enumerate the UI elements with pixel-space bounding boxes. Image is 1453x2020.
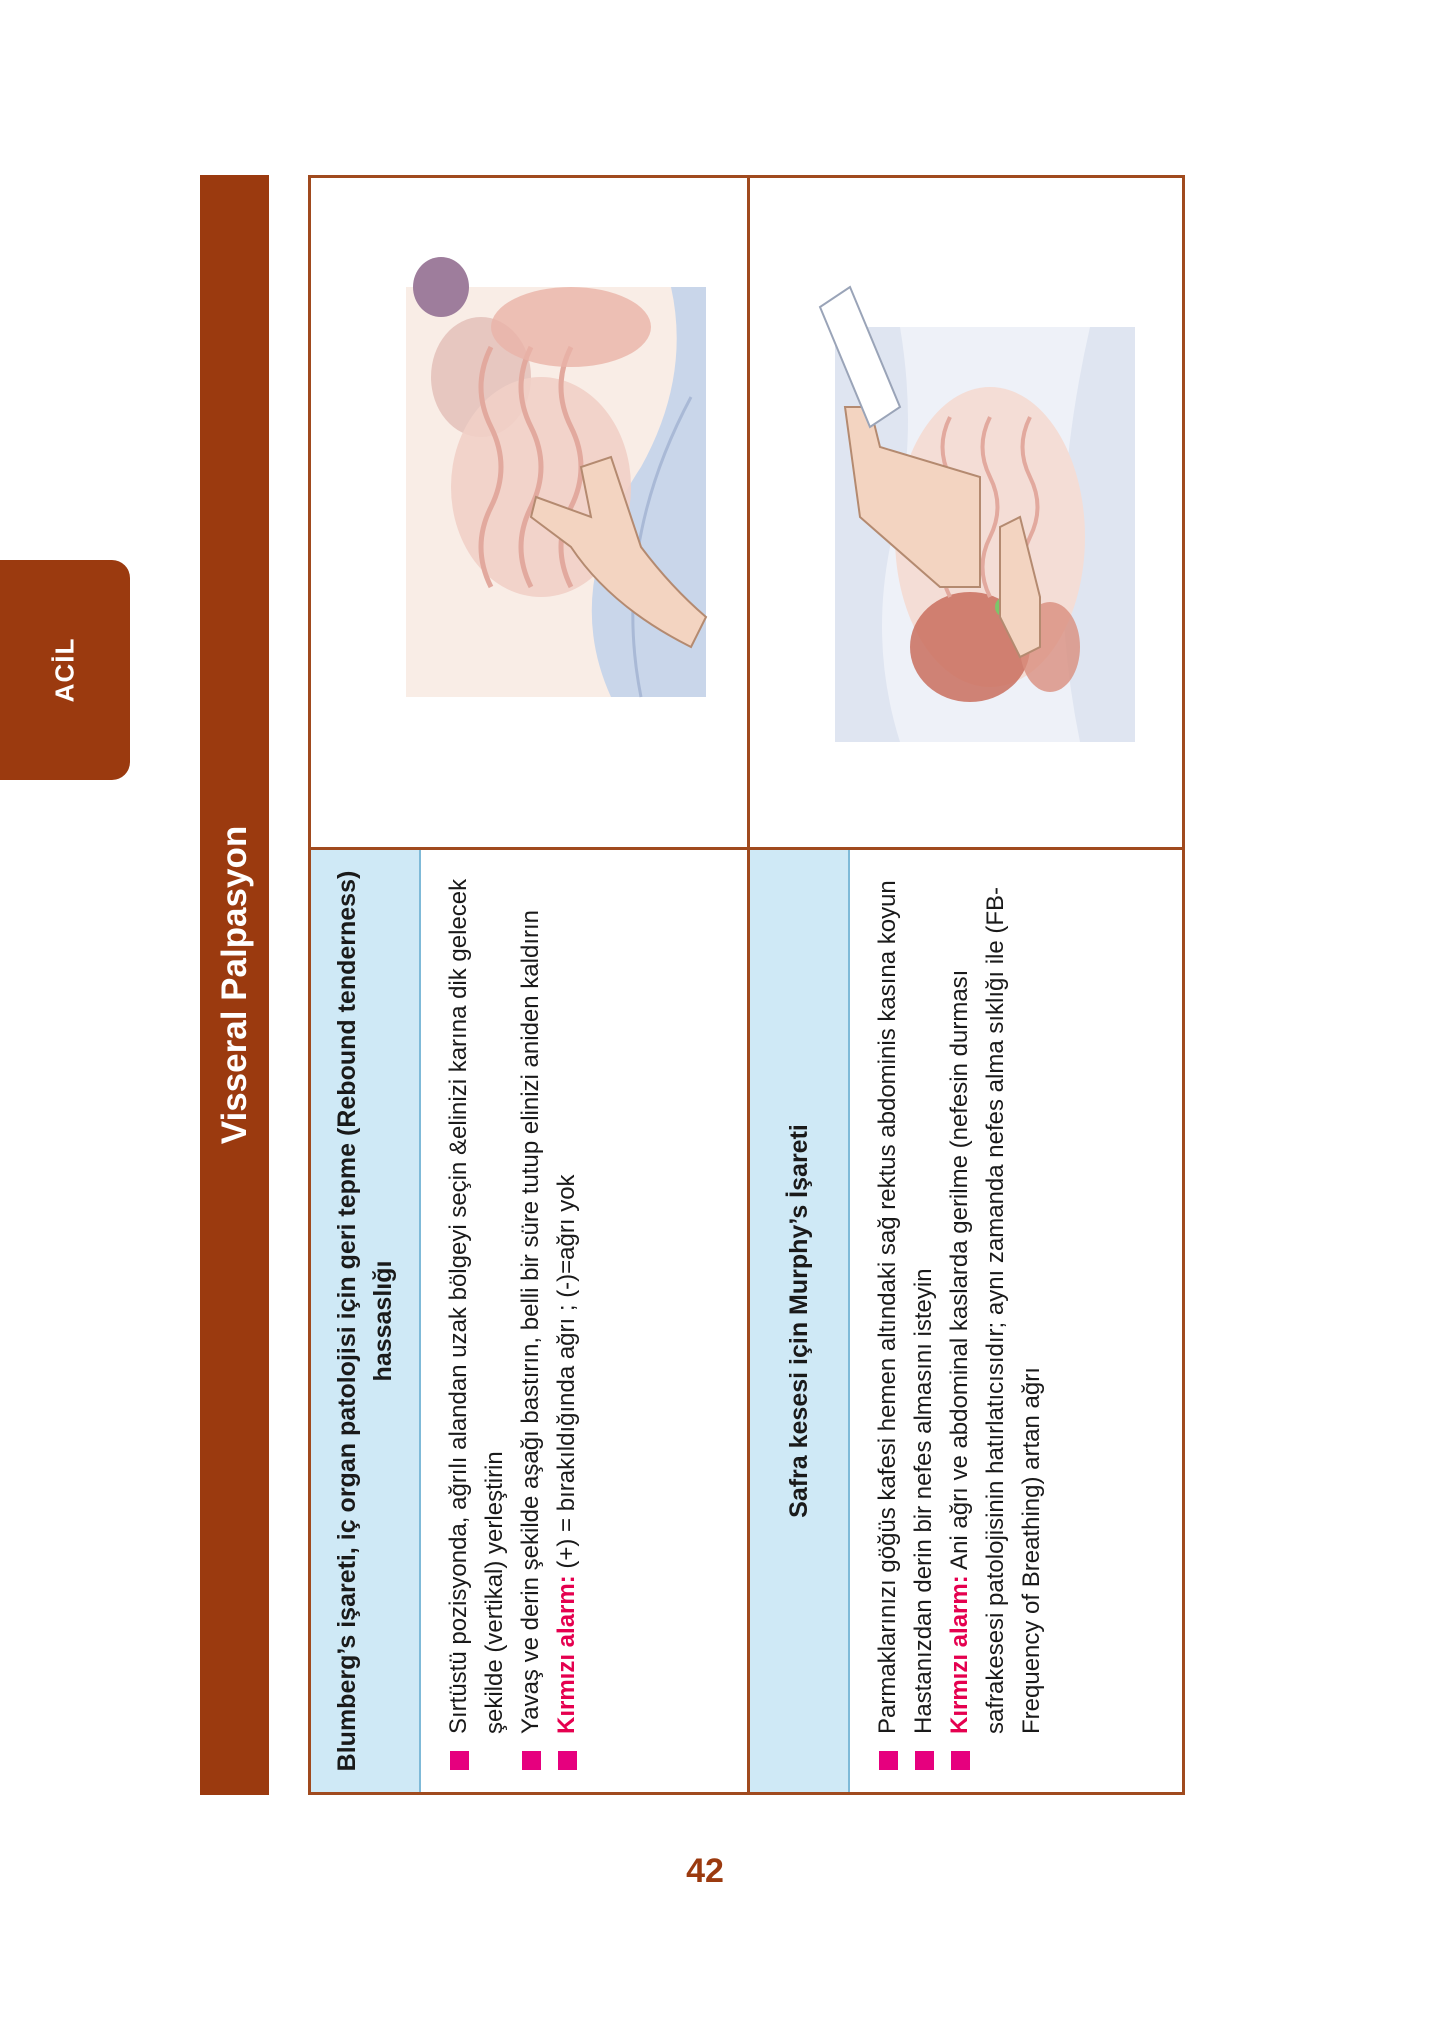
list-item-alarm <box>942 870 1050 1770</box>
page-title: Visseral Palpasyon <box>200 175 269 1795</box>
bullet-icon <box>522 1751 541 1770</box>
list-item-alarm <box>549 870 585 1770</box>
side-tab <box>0 560 130 780</box>
table-row-blumberg <box>311 178 750 1792</box>
list-item: Hastanızdan derin bir nefes almasını isteyin <box>906 870 942 1770</box>
bullet-list <box>850 850 1050 1792</box>
bullet-list <box>421 850 585 1792</box>
text-cell <box>311 847 747 1792</box>
image-cell <box>750 178 1182 847</box>
murphy-sign-illustration <box>750 178 1179 847</box>
alarm-label: Kırmızı alarm: <box>946 1575 973 1734</box>
section-heading: Safra kesesi için Murphy’s İşareti <box>750 850 850 1792</box>
palpation-table <box>308 175 1185 1795</box>
rebound-tenderness-illustration <box>311 178 747 847</box>
list-item: Parmaklarınızı göğüs kafesi hemen altındaki sağ rektus abdominis kasına koyun <box>870 870 906 1770</box>
bullet-icon <box>915 1751 934 1770</box>
bullet-icon <box>951 1751 970 1770</box>
bullet-icon <box>450 1751 469 1770</box>
bullet-icon <box>558 1751 577 1770</box>
alarm-text: Ani ağrı ve abdominal kaslarda gerilme (nefesin durması safrakesesi patolojisinin hatırlatıcısıdır; aynı zamanda nefes alma sıklığı ile (FB-Frequency of Breathing) artan ağrı <box>946 886 1045 1734</box>
alarm-text: (+) = bırakıldığında ağrı ; (-)=ağrı yok <box>553 1174 580 1576</box>
list-item: Sırtüstü pozisyonda, ağrılı alandan uzak bölgeyi seçin &elinizi karına dik gelecek şekilde (vertikal) yerleştirin <box>441 870 513 1770</box>
list-item: Yavaş ve derin şekilde aşağı bastırın, belli bir süre tutup elinizi aniden kaldırın <box>513 870 549 1770</box>
page-number: 42 <box>686 1852 724 1890</box>
bullet-icon <box>879 1751 898 1770</box>
image-cell <box>311 178 747 847</box>
rotated-content <box>200 175 1185 1795</box>
text-cell <box>750 847 1182 1792</box>
alarm-label: Kırmızı alarm: <box>553 1575 580 1734</box>
section-heading: Blumberg’s işareti, iç organ patolojisi için geri tepme (Rebound tenderness) hassaslığı <box>311 850 421 1792</box>
table-row-murphy <box>750 178 1182 1792</box>
side-tab-label: ACİL <box>49 637 80 703</box>
